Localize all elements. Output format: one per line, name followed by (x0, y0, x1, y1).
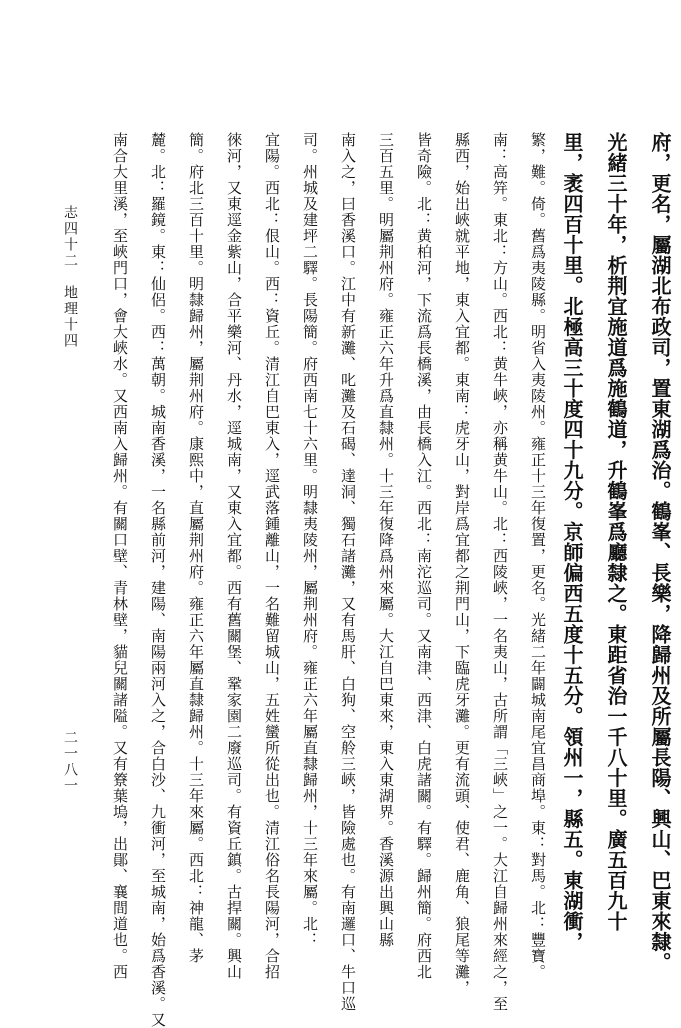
chapter-label: 志四十二 地理十四 (62, 205, 78, 349)
text-column-10: 司。州城及建坪二驛。長陽簡。府西南七十六里。明隸夷陵州，屬荆州府。雍正六年屬直隸歸州，十三年來屬。北： (301, 132, 319, 948)
text-column-3: 里，袤四百十里。北極高三十度四十九分。京師偏西五度十五分。領州一，縣五。東湖衝， (560, 132, 584, 952)
text-column-8: 三百五里。明屬荆州府。雍正六年升爲直隸州。十三年復降爲州來屬。大江自巴東來，東入東湖界。香溪源出興山縣 (377, 132, 395, 948)
text-column-13: 簡。府北三百十里。明隸歸州，屬荆州府。康熙中，直屬荆州府。雍正六年屬直隸歸州。十三年來屬。西北：神龍、茅 (187, 132, 205, 964)
text-column-4: 繁，難。倚。舊爲夷陵縣。明省入夷陵州。雍正十三年復置，更名。光緒二年闢城南尾宜昌商埠。東：對馬。北：豐寶。 (529, 132, 547, 980)
text-column-14: 麓。北：羅鏡。東：仙侶。西：萬朝。城南香溪，一名縣前河，建陽、南陽兩河入之，合白沙、九衝河，至城南，始爲香溪。又 (149, 132, 167, 1028)
text-column-5: 南：高笄。東北：方山。西北：黄牛峽，亦稱黄牛山。北：西陵峽，一名夷山，古所謂「三峽」之一。大江自歸州來經之，至 (491, 132, 509, 1012)
text-column-7: 皆奇險。北：黄柏河，下流爲長橋溪，由長橋入江。西北：南沱巡司。又南津、西津、白虎諸關。有驛。歸州簡。府西北 (415, 132, 433, 980)
text-column-1: 府，更名，屬湖北布政司，置東湖爲治。鶴峯、長樂，降歸州及所屬長陽、興山、巴東來隸。 (648, 132, 672, 973)
text-column-2: 光緒三十年，析荆宜施道爲施鶴道，升鶴峯爲廳隸之。東距省治一千八十里。廣五百九十 (604, 132, 628, 932)
text-column-15: 南合大里溪，至峽門口，會大峽水。又西南入歸州。有關口壁、青林壁，貓兒關諸隘。又有簝葉塢，出鄖、襄間道也。西 (111, 132, 129, 980)
text-column-11: 宜陽。西北：佷山。西：資丘。清江自巴東入，逕武落鍾離山，一名難留城山，五姓蠻所從出也。清江俗名長陽河，合招 (263, 132, 281, 980)
text-column-9: 南入之，曰香溪口。江中有新灘、叱灘及石碣、達洞、獨石諸灘，又有馬肝、白狗、空舲三峽，皆險處也。有南邏口、牛口巡 (339, 132, 357, 1012)
text-column-12: 徠河，又東逕金紫山，合平樂河、丹水，逕城南，又東入宜都。西有舊關堡、鞏家園二廢巡司。有資丘鎮。古捍關。興山 (225, 132, 243, 980)
text-column-6: 縣西，始出峽就平地，東入宜都。東南：虎牙山，對岸爲宜都之荆門山，下臨虎牙灘。更有流頭、使君、鹿角、狼尾等灘， (453, 132, 471, 996)
page-number: 二一八一 (62, 730, 78, 794)
